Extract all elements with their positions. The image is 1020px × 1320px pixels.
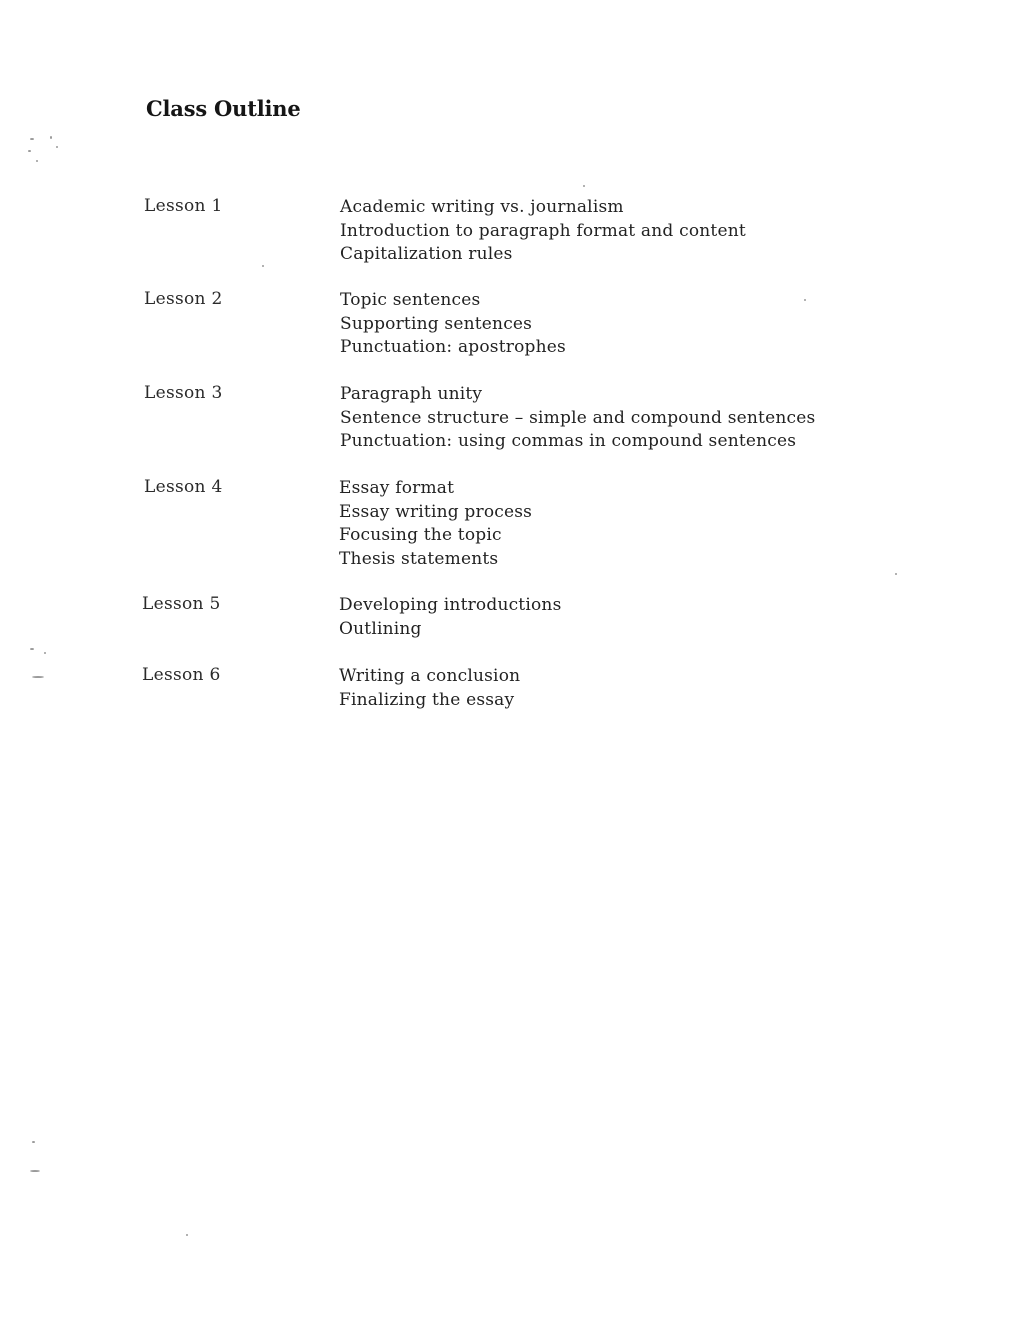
scan-speck <box>50 136 52 139</box>
scan-speck <box>30 1170 40 1172</box>
topic-item: Punctuation: apostrophes <box>340 337 566 357</box>
topic-item: Outlining <box>339 618 422 639</box>
topic-item: Thesis statements <box>339 548 499 569</box>
topic-list <box>340 196 746 267</box>
topic-list <box>340 289 566 360</box>
topic-item: Sentence structure – simple and compound sentences <box>340 407 816 428</box>
scan-speck <box>30 138 34 140</box>
topic-list <box>339 665 520 712</box>
scan-speck <box>32 676 44 678</box>
topic-list <box>340 383 815 454</box>
lesson-label: Lesson 3 <box>144 383 223 403</box>
scan-speck <box>895 573 897 575</box>
scan-speck <box>186 1234 188 1236</box>
topic-item: Developing introductions <box>339 595 562 615</box>
scan-speck <box>804 299 806 301</box>
lesson-label: Lesson 1 <box>144 196 223 216</box>
scan-speck <box>262 265 264 267</box>
topic-item: Topic sentences <box>340 290 481 310</box>
lesson-label: Lesson 4 <box>144 477 223 497</box>
scan-speck <box>36 160 38 162</box>
scan-speck <box>30 648 34 650</box>
topic-item: Writing a conclusion <box>339 666 521 686</box>
page-title: Class Outline <box>146 96 301 121</box>
topic-list <box>339 594 562 641</box>
topic-item: Finalizing the essay <box>339 689 515 710</box>
scan-speck <box>56 146 58 148</box>
topic-item: Punctuation: using commas in compound sentences <box>340 431 797 451</box>
scan-speck <box>28 150 31 152</box>
lesson-label: Lesson 6 <box>142 665 221 685</box>
scan-speck <box>583 185 585 187</box>
scan-speck <box>44 652 46 654</box>
topic-item: Essay writing process <box>339 501 533 522</box>
topic-item: Introduction to paragraph format and content <box>340 220 746 241</box>
topic-list <box>339 477 532 571</box>
topic-item: Focusing the topic <box>339 525 502 545</box>
topic-item: Capitalization rules <box>340 244 513 264</box>
lesson-label: Lesson 2 <box>144 289 223 309</box>
topic-item: Academic writing vs. journalism <box>340 197 624 217</box>
scan-speck <box>32 1141 35 1143</box>
topic-item: Essay format <box>339 478 455 498</box>
lesson-label: Lesson 5 <box>142 594 221 614</box>
topic-item: Supporting sentences <box>340 313 533 334</box>
topic-item: Paragraph unity <box>340 384 483 404</box>
